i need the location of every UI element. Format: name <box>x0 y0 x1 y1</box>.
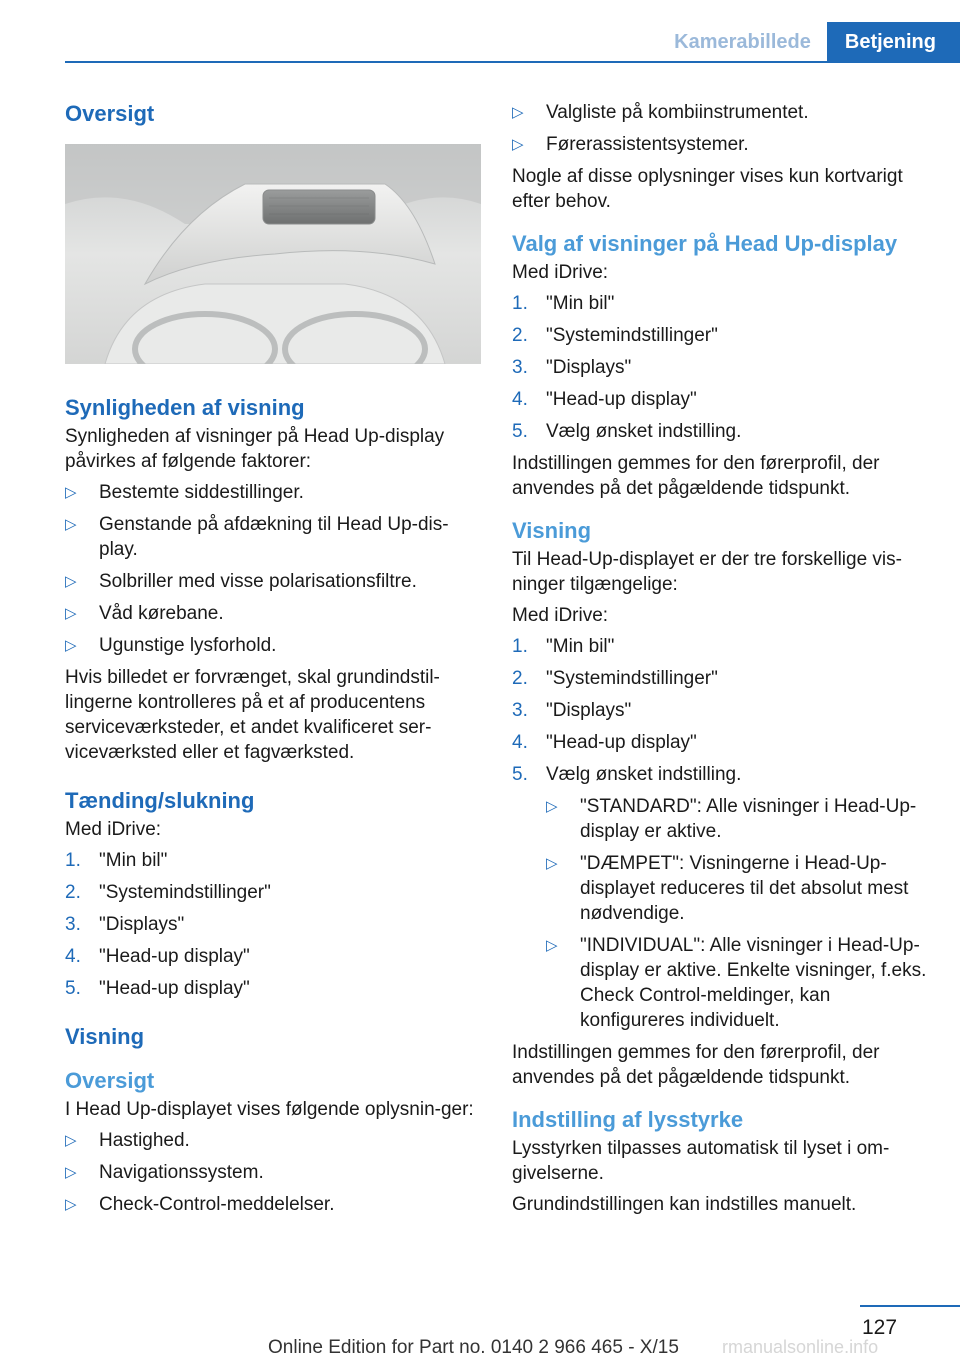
selection-steps <box>512 291 932 444</box>
list-item: ▷ Hastighed. <box>65 1130 190 1151</box>
footer-divider <box>860 1305 960 1307</box>
triangle-bullet-icon: ▷ <box>65 1196 77 1213</box>
step-item: 1. "Min bil" <box>512 636 615 657</box>
display-info-list-continued <box>512 100 932 157</box>
triangle-bullet-icon: ▷ <box>65 516 77 533</box>
page-number: 127 <box>862 1316 898 1339</box>
triangle-bullet-icon: ▷ <box>65 605 77 622</box>
brightness-heading: Indstilling af lysstyrke <box>512 1107 744 1132</box>
chapter-tab: Betjening <box>827 22 960 62</box>
display-info-list <box>65 1128 481 1217</box>
step-item: 2. "Systemindstillinger" <box>512 668 718 689</box>
list-item: ▷ "INDIVIDUAL": Alle visninger i Head-Up-display er aktive. Enkelte visninger, f.eks. Check Control-meldinger, kan konfigureres individuelt. <box>546 935 927 1031</box>
visibility-note: Hvis billedet er forvrænget, skal grundindstil‐lingerne kontrolleres på et af producentens serviceværksteder, et andet kvalificeret ser‐viceværksted eller et fagværksted. <box>65 667 440 763</box>
ignition-heading: Tænding/slukning <box>65 788 255 813</box>
list-item: ▷ Navigationssystem. <box>65 1162 264 1183</box>
list-item: ▷ Ugunstige lysforhold. <box>65 635 277 656</box>
view-heading: Visning <box>512 518 592 543</box>
triangle-bullet-icon: ▷ <box>512 136 524 153</box>
left-column <box>65 100 481 1224</box>
view-note: Indstillingen gemmes for den førerprofil, der anvendes på det pågældende tidspunkt. <box>512 1042 880 1088</box>
step-item: 5. "Head-up display" <box>65 978 250 999</box>
visibility-factors-list <box>65 480 481 658</box>
list-item: ▷ "DÆMPET": Visningerne i Head-Up-displayet reduceres til det absolut mest nødvendige. <box>546 853 909 924</box>
triangle-bullet-icon: ▷ <box>546 855 558 872</box>
list-item: ▷ Genstande på afdækning til Head Up-dis‐play. <box>65 514 449 560</box>
header-divider <box>65 61 960 63</box>
view-steps <box>512 634 932 1033</box>
brightness-manual-text: Grundindstillingen kan indstilles manuelt. <box>512 1194 857 1215</box>
step-item: 5. Vælg ønsket indstilling. <box>512 421 742 442</box>
step-item: 2. "Systemindstillinger" <box>65 882 271 903</box>
right-column <box>512 100 932 1217</box>
view-options-list <box>546 794 932 1033</box>
list-item: ▷ "STANDARD": Alle visninger i Head-Up-display er aktive. <box>546 796 917 842</box>
display-overview-intro: I Head Up-displayet vises følgende oplysnin‐ger: <box>65 1099 474 1120</box>
step-item: 3. "Displays" <box>512 700 632 721</box>
list-item: ▷ Våd kørebane. <box>65 603 224 624</box>
continued-note: Nogle af disse oplysninger vises kun kortvarigt efter behov. <box>512 166 903 212</box>
step-item: 1. "Min bil" <box>512 293 615 314</box>
step-item: 5. Vælg ønsket indstilling. ▷ "STANDARD": Alle visninger i Head-Up-display er aktive. ▷ "DÆMPET": Visningerne i Head-Up-displayet reduceres til det absolut mest nødvendige. ▷ "INDIVIDUAL": Alle visninger i Head-Up-display er aktive. Enkelte visninger, f.eks. Check Control-meldinger, kan konfigureres individuelt. <box>512 762 932 1033</box>
triangle-bullet-icon: ▷ <box>65 484 77 501</box>
list-item: ▷ Solbriller med visse polarisationsfiltre. <box>65 571 417 592</box>
triangle-bullet-icon: ▷ <box>512 104 524 121</box>
triangle-bullet-icon: ▷ <box>65 1164 77 1181</box>
display-heading: Visning <box>65 1024 145 1049</box>
triangle-bullet-icon: ▷ <box>546 937 558 954</box>
head-up-display-photo <box>65 144 481 364</box>
step-item: 1. "Min bil" <box>65 850 168 871</box>
view-idrive: Med iDrive: <box>512 605 609 626</box>
step-item: 3. "Displays" <box>512 357 632 378</box>
selection-intro: Med iDrive: <box>512 262 609 283</box>
triangle-bullet-icon: ▷ <box>65 1132 77 1149</box>
list-item: ▷ Valgliste på kombiinstrumentet. <box>512 102 809 123</box>
selection-heading: Valg af visninger på Head Up-display <box>512 231 898 256</box>
ignition-intro: Med iDrive: <box>65 819 162 840</box>
overview-heading: Oversigt <box>65 101 155 126</box>
triangle-bullet-icon: ▷ <box>65 573 77 590</box>
step-item: 2. "Systemindstillinger" <box>512 325 718 346</box>
display-overview-heading: Oversigt <box>65 1068 155 1093</box>
edition-footer: Online Edition for Part no. 0140 2 966 465 - X/15 <box>268 1337 679 1358</box>
ignition-steps <box>65 848 481 1001</box>
step-item: 4. "Head-up display" <box>512 732 697 753</box>
brightness-text: Lysstyrken tilpasses automatisk til lyset i om‐givelserne. <box>512 1138 890 1184</box>
step-item: 4. "Head-up display" <box>65 946 250 967</box>
visibility-heading: Synligheden af visning <box>65 395 305 420</box>
triangle-bullet-icon: ▷ <box>546 798 558 815</box>
section-tab: Kamerabillede <box>658 22 827 62</box>
header-tabs <box>658 22 960 62</box>
list-item: ▷ Check-Control-meddelelser. <box>65 1194 335 1215</box>
selection-note: Indstillingen gemmes for den førerprofil, der anvendes på det pågældende tidspunkt. <box>512 453 880 499</box>
step-item: 3. "Displays" <box>65 914 185 935</box>
step-item: 4. "Head-up display" <box>512 389 697 410</box>
triangle-bullet-icon: ▷ <box>65 637 77 654</box>
list-item: ▷ Førerassistentsystemer. <box>512 134 749 155</box>
watermark: rmanualsonline.info <box>722 1337 879 1357</box>
visibility-intro: Synligheden af visninger på Head Up-display påvirkes af følgende faktorer: <box>65 426 445 472</box>
list-item: ▷ Bestemte siddestillinger. <box>65 482 304 503</box>
view-intro: Til Head-Up-displayet er der tre forskellige vis‐ninger tilgængelige: <box>512 549 902 595</box>
